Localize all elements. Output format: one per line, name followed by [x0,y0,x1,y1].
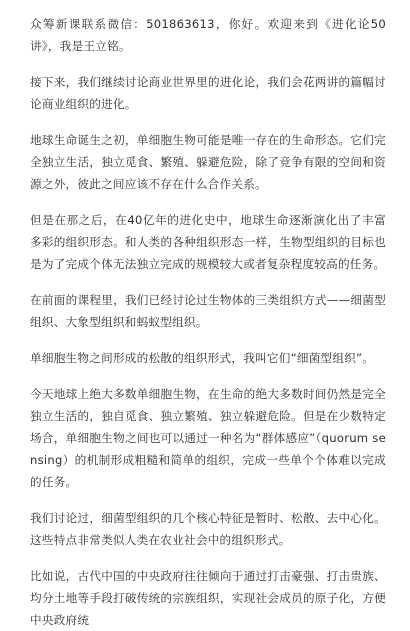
paragraph-topic: 接下来，我们继续讨论商业世界里的进化论，我们会花两讲的篇幅讨论商业组织的进化。 [30,75,386,111]
paragraph-bacteria-organization: 单细胞生物之间形成的松散的组织形式，我叫它们“细菌型组织”。 [30,351,375,365]
paragraph-ancient-china-example: 比如说，古代中国的中央政府往往倾向于通过打击豪强、打击贵族、均分土地等手段打破传统的宗族组织，实现社会成员的原子化，方便中央政府统 [30,569,386,627]
paragraph-single-cell-origin: 地球生命诞生之初，单细胞生物可能是唯一存在的生命形态。它们完全独立生活，独立觅食、繁殖、躲避危险，除了竞争有限的空间和资源之外，彼此之间应该不存在什么合作关系。 [30,133,386,191]
paragraph-quorum-sensing: 今天地球上绝大多数单细胞生物，在生命的绝大多数时间仍然是完全独立生活的，独自觅食、独立繁殖、独立躲避危险。但是在少数特定场合，单细胞生物之间也可以通过一种名为“群体感应”（quorum sensing）的机制形成粗糙和简单的组织，完成一些单个个体难以完成的任务。 [30,387,386,489]
paragraph-evolution-history: 但是在那之后，在40亿年的进化史中，地球生命逐渐演化出了丰富多彩的组织形态。和人类的各种组织形态一样，生物型组织的目标也是为了完成个体无法独立完成的规模较大或者复杂程度较高的任务。 [30,213,386,271]
paragraph-intro: 众筹新课联系微信：501863613，你好。欢迎来到《进化论50讲》，我是王立铭。 [30,17,386,53]
paragraph-core-features: 我们讨论过，细菌型组织的几个核心特征是暂时、松散、去中心化。这些特点非常类似人类在农业社会中的组织形式。 [30,511,386,547]
paragraph-three-organization-types: 在前面的课程里，我们已经讨论过生物体的三类组织方式——细菌型组织、大象型组织和蚂蚁型组织。 [30,293,386,329]
